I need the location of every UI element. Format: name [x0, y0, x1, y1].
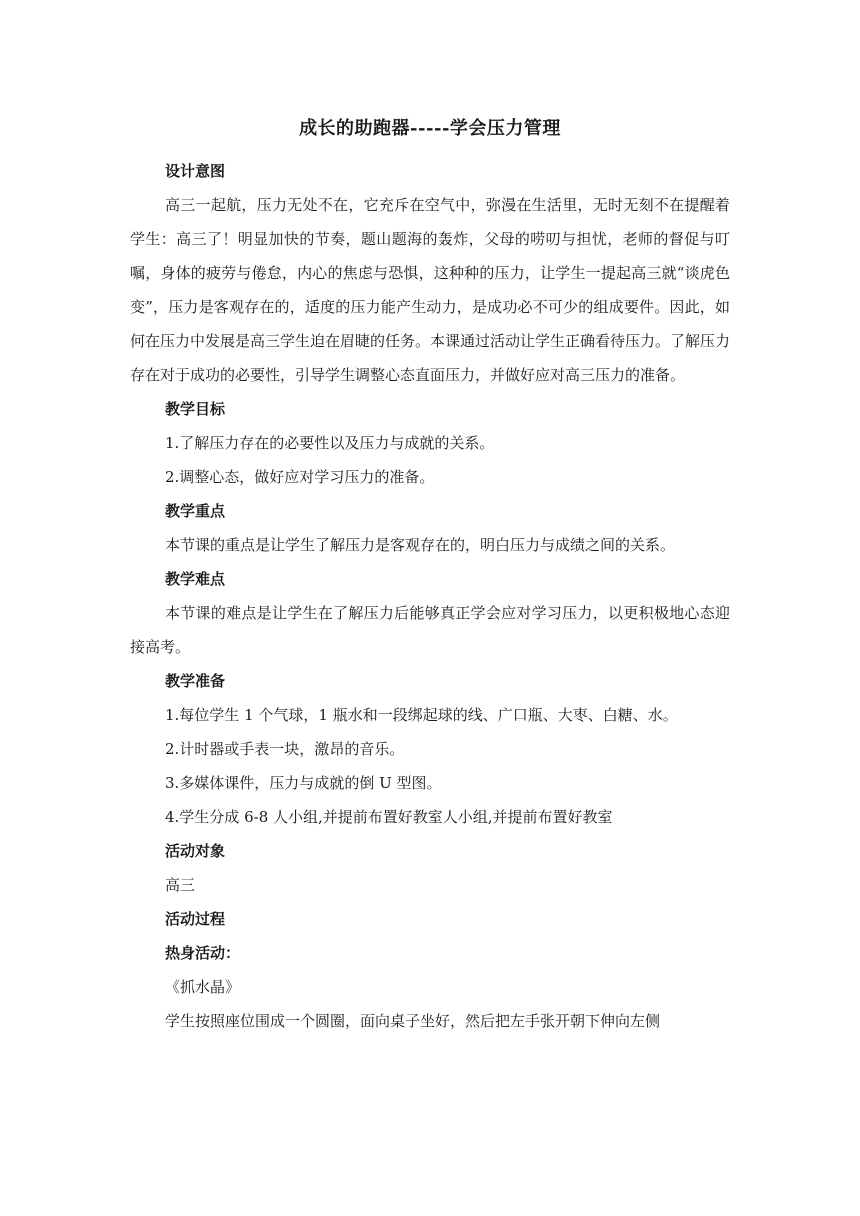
audience-heading: 活动对象 [165, 842, 226, 860]
goal-item: 1.了解压力存在的必要性以及压力与成就的关系。 [165, 434, 495, 452]
warmup-heading: 热身活动： [165, 944, 241, 962]
document-title: 成长的助跑器-----学会压力管理 [299, 118, 561, 139]
design-intent-heading: 设计意图 [165, 162, 226, 180]
document-page [130, 112, 730, 1038]
difficulties-paragraph: 本节课的难点是让学生在了解压力后能够真正学会应对学习压力，以更积极地心态迎接高考。 [130, 604, 730, 656]
difficulties-heading: 教学难点 [165, 570, 226, 588]
goals-heading: 教学目标 [165, 400, 226, 418]
key-points-paragraph: 本节课的重点是让学生了解压力是客观存在的，明白压力与成绩之间的关系。 [165, 536, 676, 554]
preparation-item: 1.每位学生 1 个气球，1 瓶水和一段绑起球的线、广口瓶、大枣、白糖、水。 [165, 706, 678, 724]
preparation-item: 3.多媒体课件，压力与成就的倒 U 型图。 [165, 774, 442, 792]
activity-name: 《抓水晶》 [165, 978, 241, 996]
design-intent-paragraph: 高三一起航，压力无处不在，它充斥在空气中，弥漫在生活里，无时无刻不在提醒着学生：高三了！明显加快的节奏，题山题海的轰炸，父母的唠叨与担忧，老师的督促与叮嘱，身体的疲劳与倦怠，内心的焦虑与恐惧，这种种的压力，让学生一提起高三就“谈虎色变”，压力是客观存在的，适度的压力能产生动力，是成功必不可少的组成要件。因此，如何在压力中发展是高三学生迫在眉睫的任务。本课通过活动让学生正确看待压力。了解压力存在对于成功的必要性，引导学生调整心态直面压力，并做好应对高三压力的准备。 [130, 196, 731, 384]
key-points-heading: 教学重点 [165, 502, 226, 520]
preparation-item: 4.学生分成 6-8 人小组,并提前布置好教室人小组,并提前布置好教室 [165, 808, 613, 826]
preparation-item: 2.计时器或手表一块，激昂的音乐。 [165, 740, 405, 758]
activity-paragraph: 学生按照座位围成一个圆圈，面向桌子坐好，然后把左手张开朝下伸向左侧 [165, 1012, 661, 1030]
preparation-heading: 教学准备 [165, 672, 226, 690]
goal-item: 2.调整心态，做好应对学习压力的准备。 [165, 468, 435, 486]
process-heading: 活动过程 [165, 910, 226, 928]
audience-value: 高三 [165, 876, 196, 894]
